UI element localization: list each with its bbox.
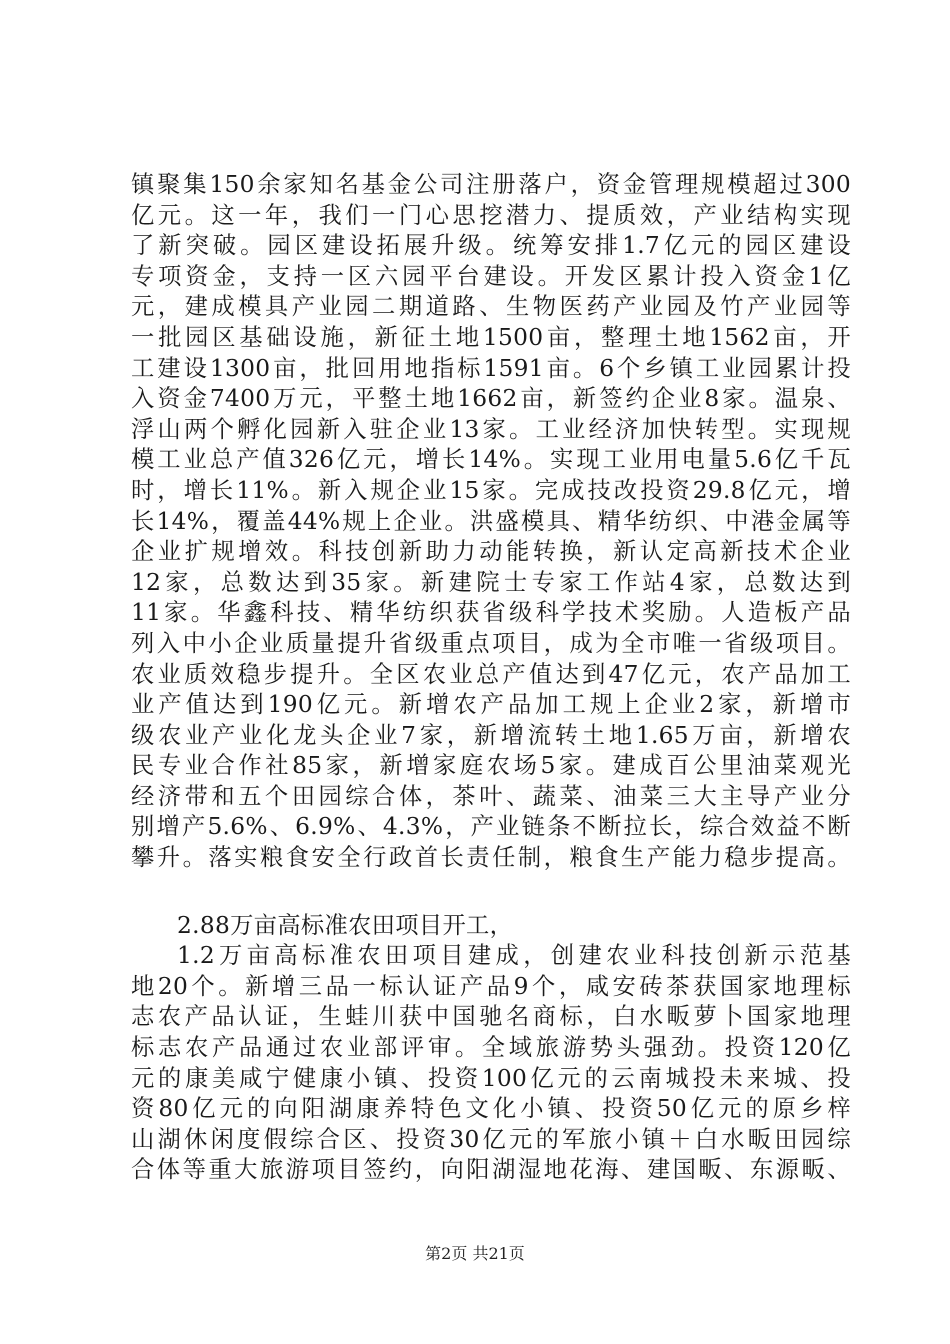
text-line: 企业扩规增效。科技创新助力动能转换，新认定高新技术企业 <box>131 538 851 566</box>
text-line: 时，增长11%。新入规企业15家。完成技改投资29.8亿元，增 <box>131 476 851 504</box>
text-line: 浮山两个孵化园新入驻企业13家。工业经济加快转型。实现规 <box>131 415 851 443</box>
text-line: 级农业产业化龙头企业7家，新增流转土地1.65万亩，新增农 <box>131 721 851 749</box>
text-line: 元的康美咸宁健康小镇、投资100亿元的云南城投未来城、投 <box>131 1064 851 1092</box>
text-line: 入资金7400万元，平整土地1662亩，新签约企业8家。温泉、 <box>131 385 851 413</box>
text-line: 一批园区基础设施，新征土地1500亩，整理土地1562亩，开 <box>131 323 851 351</box>
text-line: 了新突破。园区建设拓展升级。统筹安排1.7亿元的园区建设 <box>131 232 851 260</box>
text-line: 业产值达到190亿元。新增农产品加工规上企业2家，新增市 <box>131 691 851 719</box>
text-line: 12家，总数达到35家。新建院士专家工作站4家，总数达到 <box>131 568 851 596</box>
text-line: 工建设1300亩，批回用地指标1591亩。6个乡镇工业园累计投 <box>131 354 851 382</box>
text-line: 专项资金，支持一区六园平台建设。开发区累计投入资金1亿 <box>131 262 851 290</box>
text-line: 列入中小企业质量提升省级重点项目，成为全市唯一省级项目。 <box>131 629 851 657</box>
text-line: 志农产品认证，生蛙川获中国驰名商标，白水畈萝卜国家地理 <box>131 1003 851 1031</box>
text-line: 经济带和五个田园综合体，茶叶、蔬菜、油菜三大主导产业分 <box>131 782 851 810</box>
page-number-footer: 第2页 共21页 <box>425 1244 525 1263</box>
paragraph-spacer <box>131 874 851 911</box>
text-line: 11家。华鑫科技、精华纺织获省级科学技术奖励。人造板产品 <box>131 599 851 627</box>
text-line: 资80亿元的向阳湖康养特色文化小镇、投资50亿元的原乡梓 <box>131 1095 851 1123</box>
document-body <box>131 170 851 1186</box>
text-line: 镇聚集150余家知名基金公司注册落户，资金管理规模超过300 <box>131 171 851 198</box>
text-line: 合体等重大旅游项目签约，向阳湖湿地花海、建国畈、东源畈、 <box>131 1156 851 1184</box>
text-line: 攀升。落实粮食安全行政首长责任制，粮食生产能力稳步提高。 <box>131 844 851 872</box>
paragraph-1 <box>131 170 851 874</box>
text-line: 地20个。新增三品一标认证产品9个，咸安砖茶获国家地理标 <box>131 972 851 1000</box>
text-line: 山湖休闲度假综合区、投资30亿元的军旅小镇＋白水畈田园综 <box>131 1125 851 1153</box>
text-line: 标志农产品通过农业部评审。全域旅游势头强劲。投资120亿 <box>131 1034 851 1062</box>
text-line: 农业质效稳步提升。全区农业总产值达到47亿元，农产品加工 <box>131 660 851 688</box>
paragraph-2: 2.88万亩高标准农田项目开工， <box>177 911 514 939</box>
text-line: 1.2万亩高标准农田项目建成，创建农业科技创新示范基 <box>177 942 851 970</box>
paragraph-3 <box>131 941 851 1186</box>
text-line: 元，建成模具产业园二期道路、生物医药产业园及竹产业园等 <box>131 293 851 321</box>
text-line: 长14%，覆盖44%规上企业。洪盛模具、精华纺织、中港金属等 <box>131 507 851 535</box>
text-line: 模工业总产值326亿元，增长14%。实现工业用电量5.6亿千瓦 <box>131 446 851 474</box>
text-line: 民专业合作社85家，新增家庭农场5家。建成百公里油菜观光 <box>131 752 851 780</box>
text-line: 别增产5.6%、6.9%、4.3%，产业链条不断拉长，综合效益不断 <box>131 813 851 841</box>
text-line: 亿元。这一年，我们一门心思挖潜力、提质效，产业结构实现 <box>131 201 851 229</box>
